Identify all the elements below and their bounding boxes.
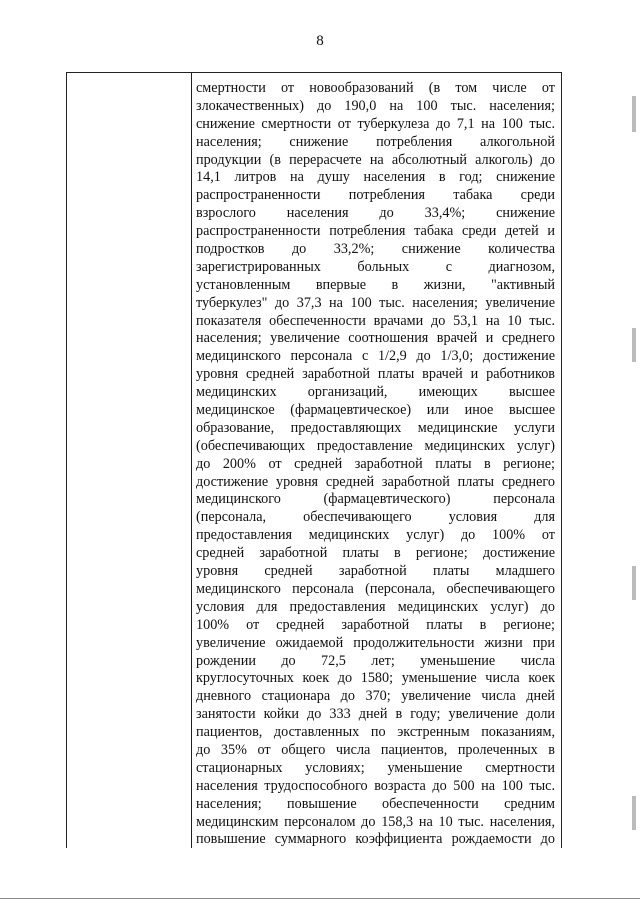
text-line: снижение смертности от туберкулеза до 7,1 на 100 тыс. [196,115,555,132]
page-bottom-edge [0,898,640,899]
text-line: 14,1 литров на душу населения в год; снижение [196,169,555,186]
text-line: пациентов, доставленных по экстренным показаниям, [196,724,555,741]
document-table [66,72,562,848]
text-line: (обеспечивающих предоставление медицинских услуг) [196,437,555,454]
text-line: увеличение ожидаемой продолжительности жизни при [196,634,555,651]
text-line: населения; увеличение соотношения врачей и среднего [196,330,555,347]
text-line: рождении до 72,5 лет; уменьшение числа [196,652,555,669]
text-line: смертности от новообразований (в том числе от [196,80,555,96]
text-line: продукции (в перерасчете на абсолютный алкоголь) до [196,151,555,168]
text-line: подростков до 33,2%; снижение количества [196,241,555,258]
table-cell-right [196,80,555,849]
text-line: злокачественных) до 190,0 на 100 тыс. населения; [196,97,555,114]
text-line: установленным впервые в жизни, "активный [196,276,555,293]
text-line: до 200% от средней заработной платы в регионе; [196,455,555,472]
text-line: медицинского персонала (персонала, обеспечивающего [196,580,555,597]
text-line: туберкулез" до 37,3 на 100 тыс. населения; увеличение [196,294,555,311]
table-cell-left [67,73,191,848]
text-line: взрослого населения до 33,4%; снижение [196,205,555,222]
text-line: уровня средней заработной платы младшего [196,563,555,580]
text-line: распространенности потребления табака среди детей и [196,223,555,240]
text-line: медицинским персоналом до 158,3 на 10 тыс. населения, [196,813,555,830]
text-line: медицинского персонала с 1/2,9 до 1/3,0; достижение [196,348,555,365]
text-line: средней заработной платы в регионе; достижение [196,545,555,562]
text-line: условия для предоставления медицинских услуг) до [196,598,555,615]
text-line: дневного стационара до 370; увеличение числа дней [196,688,555,705]
scan-margin-mark [632,796,636,830]
text-line: 100% от средней заработной платы в регионе; [196,616,555,633]
text-line: до 35% от общего числа пациентов, пролеченных в [196,741,555,758]
text-line: образование, предоставляющих медицинские услуги [196,419,555,436]
text-line: зарегистрированных больных с диагнозом, [196,258,555,275]
text-line: уровня средней заработной платы врачей и работников [196,366,555,383]
text-line: (персонала, обеспечивающего условия для [196,509,555,526]
text-line: распространенности потребления табака среди [196,187,555,204]
text-line: занятости койки до 333 дней в году; увеличение доли [196,706,555,723]
text-line: населения трудоспособного возраста до 500 на 100 тыс. [196,777,555,794]
text-line: населения; снижение потребления алкогольной [196,133,555,150]
text-line: медицинских организаций, имеющих высшее [196,384,555,401]
text-line: стационарных условиях; уменьшение смертности [196,759,555,776]
text-line: предоставления медицинских услуг) до 100% от [196,527,555,544]
text-line: населения; повышение обеспеченности средним [196,795,555,812]
text-line: медицинское (фармацевтическое) или иное высшее [196,402,555,419]
page-number: 8 [316,33,324,49]
column-divider [191,73,192,848]
scan-margin-mark [632,566,636,600]
scan-margin-mark [632,328,636,362]
text-line: показателя обеспеченности врачами до 53,1 на 10 тыс. [196,312,555,329]
text-line: круглосуточных коек до 1580; уменьшение числа коек [196,670,555,687]
text-line: достижение уровня средней заработной платы среднего [196,473,555,490]
scan-margin-mark [632,96,636,132]
text-line: медицинского (фармацевтического) персонала [196,491,555,508]
text-line: повышение суммарного коэффициента рождаемости до [196,831,555,848]
